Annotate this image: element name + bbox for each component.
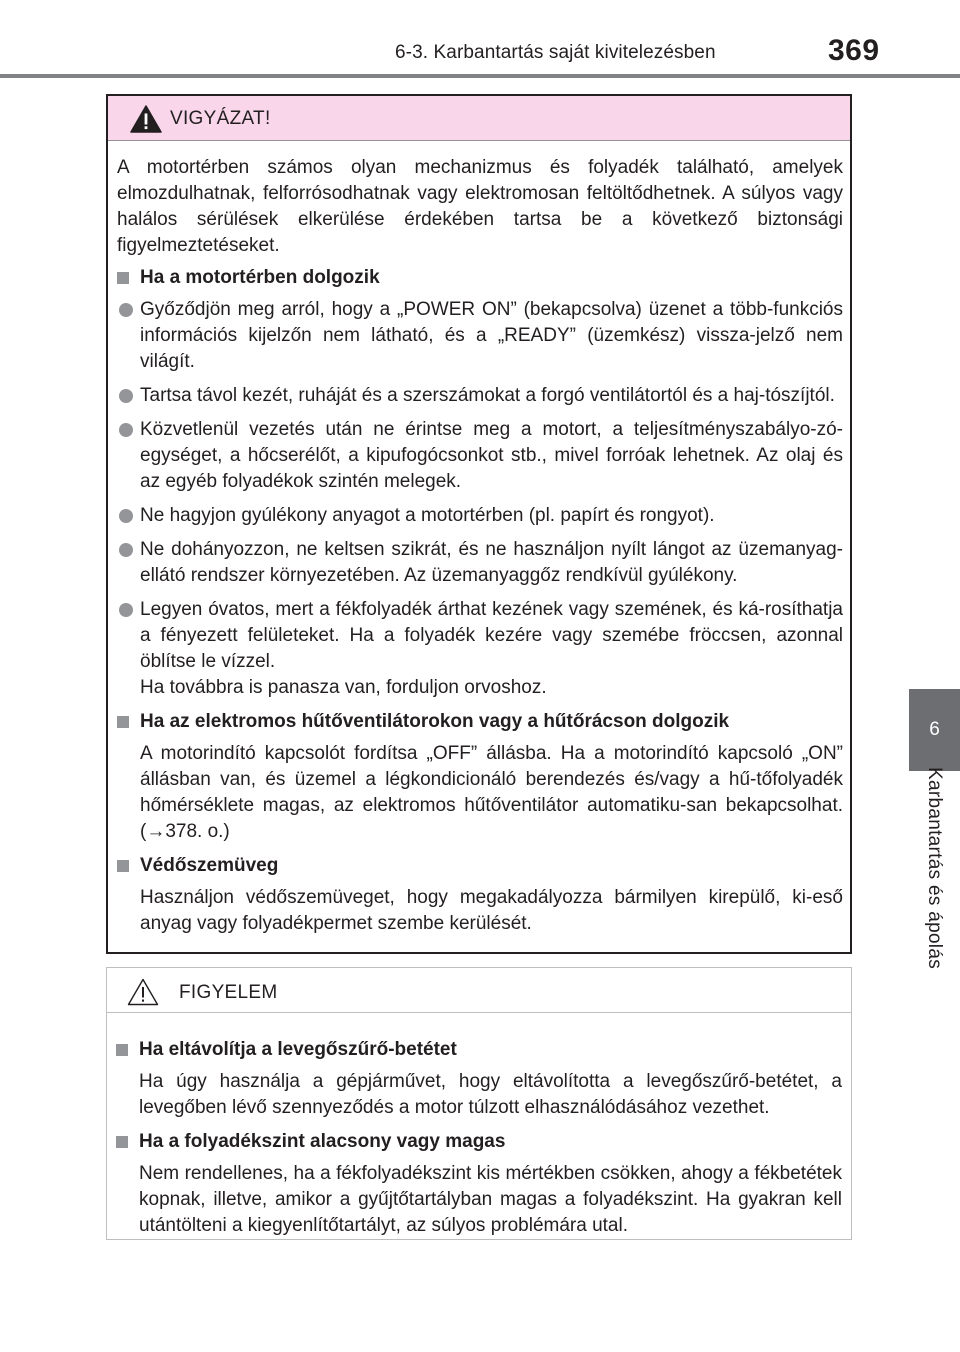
header-divider (0, 74, 960, 78)
circle-bullet-icon (119, 603, 133, 617)
square-bullet-icon (117, 860, 129, 872)
chapter-title: Karbantartás és ápolás (924, 767, 945, 969)
list-item: Ne hagyjon gyúlékony anyagot a motortérben (pl. papírt és rongyot). (117, 503, 843, 529)
circle-bullet-icon (119, 543, 133, 557)
section-text: Használjon védőszemüveget, hogy megakadályozza bármilyen kirepülő, ki-eső anyag vagy folyadékpermet szembe kerülését. (140, 887, 843, 934)
warning-body (117, 155, 843, 945)
warning-triangle-icon (130, 105, 162, 133)
chapter-number: 6 (929, 719, 940, 740)
warning-intro: A motortérben számos olyan mechanizmus és folyadék található, amelyek elmozdulhatnak, felforrósodhatnak vagy elektromosan feltöltődhetnek. A súlyos vagy halálos sérülések elkerülése érdekében tartsa be a következő biztonsági figyelmeztetéseket. (117, 157, 843, 256)
caution-triangle-icon (127, 978, 159, 1006)
circle-bullet-icon (119, 423, 133, 437)
chapter-tab (909, 689, 960, 771)
list-item: Közvetlenül vezetés után ne érintse meg a motort, a teljesítményszabályo-zó-egységet, a hőcserélőt, a kipufogócsonkot stb., mivel forróak lehetnek. Az olaj és az egyéb folyadékok szintén melegek. (117, 417, 843, 495)
list-item: Ne dohányozzon, ne keltsen szikrát, és ne használjon nyílt lángot az üzemanyag-ellátó rendszer környezetében. Az üzemanyaggőz rendkívül gyúlékony. (117, 537, 843, 589)
notice-title: FIGYELEM (179, 982, 278, 1003)
section-heading: Ha eltávolítja a levegőszűrő-betétet (116, 1037, 842, 1063)
section-text: Ha úgy használja a gépjárművet, hogy eltávolította a levegőszűrő-betétet, a levegőben lévő szennyeződés a motor túlzott elhasználódásához vezethet. (139, 1071, 842, 1118)
section-text: A motorindító kapcsolót fordítsa „OFF” állásba. Ha a motorindító kapcsoló „ON” állásban van, és üzemel a légkondicionáló berendezés és/vagy a hű-tőfolyadék hőmérséklete magas, az elektromos hűtőventilátor automatiku-san bekapcsolhat. (→378. o.) (140, 743, 843, 842)
square-bullet-icon (117, 716, 129, 728)
square-bullet-icon (116, 1136, 128, 1148)
warning-box (106, 94, 852, 954)
circle-bullet-icon (119, 509, 133, 523)
page-header (0, 0, 960, 80)
list-item: Tartsa távol kezét, ruháját és a szerszámokat a forgó ventilátortól és a haj-tószíjtól. (117, 383, 843, 409)
warning-title: VIGYÁZAT! (170, 108, 271, 129)
section-title: 6-3. Karbantartás saját kivitelezésben (395, 42, 716, 63)
notice-box (106, 967, 852, 1240)
section-heading: Ha a folyadékszint alacsony vagy magas (116, 1129, 842, 1155)
square-bullet-icon (117, 272, 129, 284)
list-item: Legyen óvatos, mert a fékfolyadék árthat kezének vagy szemének, és ká-rosíthatja a fényezett felületeket. Ha a folyadék kezére vagy szemébe fröccsen, azonnal öblítse le vízzel. Ha továbbra is panasza van, forduljon orvoshoz. (117, 597, 843, 701)
page-number: 369 (828, 34, 880, 67)
circle-bullet-icon (119, 389, 133, 403)
notice-body (116, 1037, 842, 1247)
section-heading: Védőszemüveg (117, 853, 843, 879)
section-heading: Ha az elektromos hűtőventilátorokon vagy a hűtőrácson dolgozik (117, 709, 843, 735)
square-bullet-icon (116, 1044, 128, 1056)
warning-title-bar (108, 96, 850, 141)
list-item: Győződjön meg arról, hogy a „POWER ON” (bekapcsolva) üzenet a több-funkciós információs kijelzőn nem látható, és a „READY” (üzemkész) vissza-jelző nem világít. (117, 297, 843, 375)
notice-title-bar (107, 968, 851, 1013)
section-text: Nem rendellenes, ha a fékfolyadékszint kis mértékben csökken, ahogy a fékbetétek kopnak, illetve, amikor a gyűjtőtartályban magas a folyadékszint. Ha gyakran kell utántölteni a kiegyenlítőtartályt, az súlyos problémára utal. (139, 1163, 842, 1236)
section-heading: Ha a motortérben dolgozik (117, 265, 843, 291)
circle-bullet-icon (119, 303, 133, 317)
